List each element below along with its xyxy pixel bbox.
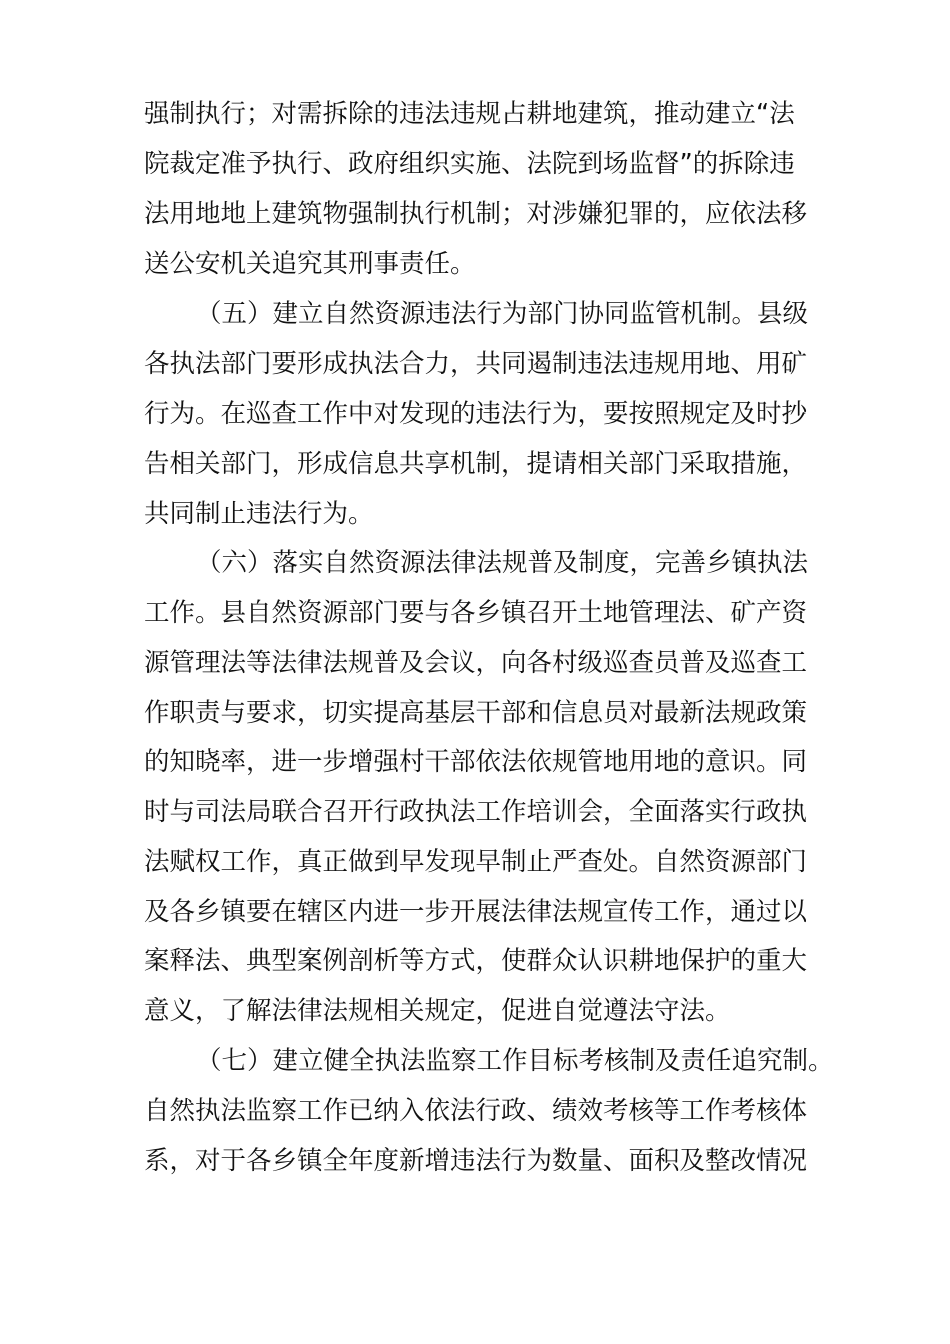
section-heading-5: （五）建立自然资源违法行为部门协同监管机制。县级 [196,299,809,329]
text-line: 院裁定准予执行、政府组织实施、法院到场监督”的拆除违 [144,149,795,179]
text-line: 作职责与要求，切实提高基层干部和信息员对最新法规政策 [144,698,808,728]
text-line: 源管理法等法律法规普及会议，向各村级巡查员普及巡查工 [144,648,808,678]
section-heading-6: （六）落实自然资源法律法规普及制度，完善乡镇执法 [196,548,809,578]
text-line: 自然执法监察工作已纳入依法行政、绩效考核等工作考核体 [144,1096,808,1126]
text-line: 各执法部门要形成执法合力，共同遏制违法违规用地、用矿 [144,349,808,379]
text-line: 案释法、典型案例剖析等方式，使群众认识耕地保护的重大 [144,946,808,976]
text-line: 送公安机关追究其刑事责任。 [144,249,476,279]
section-heading-7: （七）建立健全执法监察工作目标考核制及责任追究制。 [196,1046,834,1076]
text-line: 告相关部门，形成信息共享机制，提请相关部门采取措施， [144,449,808,479]
text-line: 意义，了解法律法规相关规定，促进自觉遵法守法。 [144,996,731,1026]
text-line: 及各乡镇要在辖区内进一步开展法律法规宣传工作，通过以 [144,897,808,927]
text-line: 的知晓率，进一步增强村干部依法依规管地用地的意识。同 [144,747,808,777]
text-line: 共同制止违法行为。 [144,499,374,529]
text-line: 时与司法局联合召开行政执法工作培训会，全面落实行政执 [144,797,808,827]
text-line: 行为。在巡查工作中对发现的违法行为，要按照规定及时抄 [144,399,808,429]
text-line: 系，对于各乡镇全年度新增违法行为数量、面积及整改情况 [144,1146,808,1176]
text-line: 强制执行；对需拆除的违法违规占耕地建筑，推动建立“法 [144,99,795,129]
text-line: 工作。县自然资源部门要与各乡镇召开土地管理法、矿产资 [144,598,808,628]
text-line: 法赋权工作，真正做到早发现早制止严查处。自然资源部门 [144,847,808,877]
text-line: 法用地地上建筑物强制执行机制；对涉嫌犯罪的，应依法移 [144,199,808,229]
